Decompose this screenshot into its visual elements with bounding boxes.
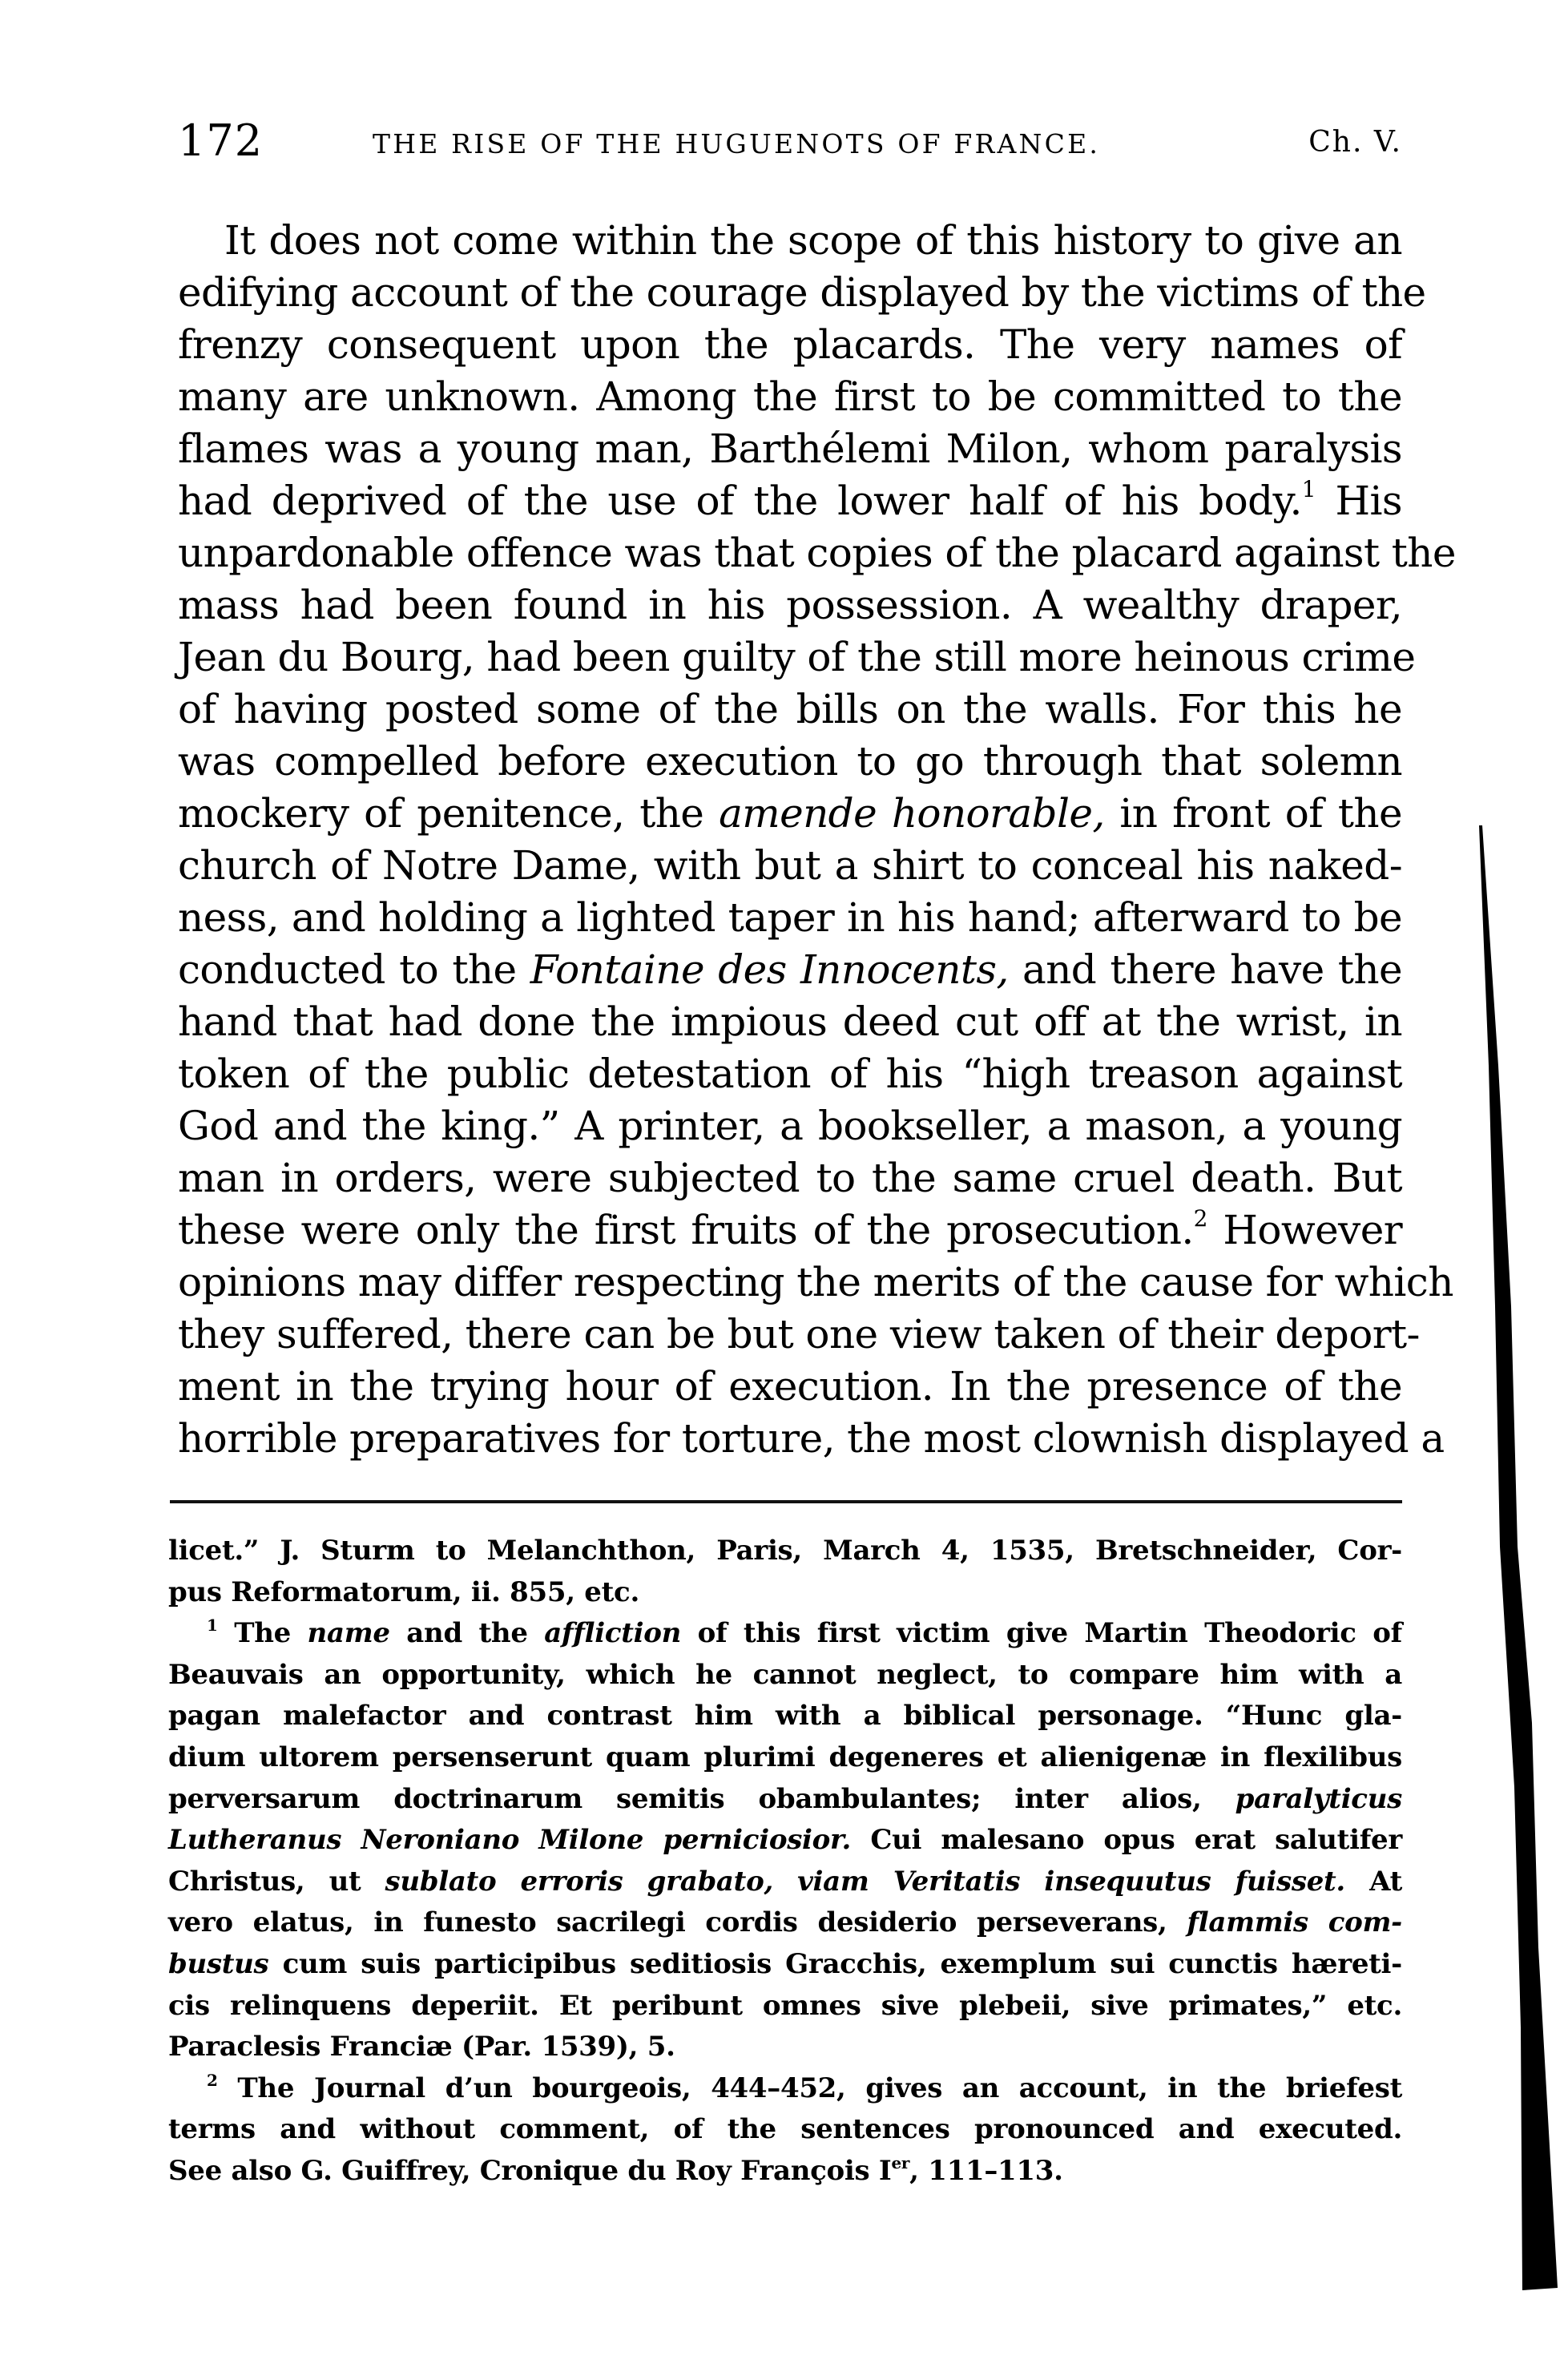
body-line: of having posted some of the bills on the walls. For this he xyxy=(178,686,1402,732)
body-line xyxy=(178,944,1402,996)
running-head xyxy=(178,117,1402,165)
body-line xyxy=(178,475,1402,527)
footnote-1-line: cis relinquens deperiit. Et peribunt omnes sive plebeii, sive primates,” etc. xyxy=(168,1989,1402,2022)
body-text-segment: and there have the xyxy=(1022,946,1402,993)
body-text-segment: these were only the first fruits of the prosecution. xyxy=(178,1207,1194,1253)
footnote-text: Christus, ut xyxy=(168,1865,361,1898)
body-line: God and the king.” A printer, a bookseller, a mason, a young xyxy=(178,1103,1402,1149)
body-line: opinions may differ respecting the merits of the cause for which xyxy=(178,1259,1453,1305)
footnote-2-line: terms and without comment, of the sentences pronounced and executed. xyxy=(168,2113,1402,2146)
body-text-segment: in front of the xyxy=(1119,790,1402,837)
italic-phrase: flammis com- xyxy=(1187,1906,1402,1939)
footnote-ref-1[interactable]: 1 xyxy=(1301,476,1316,502)
body-text-segment: mockery of penitence, the xyxy=(178,790,704,837)
footnote-text: , 111–113. xyxy=(909,2154,1063,2187)
book-title: THE RISE OF THE HUGUENOTS OF FRANCE. xyxy=(373,128,1101,159)
body-line: edifying account of the courage displayed by the victims of the xyxy=(178,269,1426,316)
footnote-1-line xyxy=(168,1613,1402,1655)
footnote-text: cum suis participibus seditiosis Gracchis, exemplum sui cunctis hæreti- xyxy=(282,1947,1402,1980)
footnote-2-marker: 2 xyxy=(207,2070,218,2090)
footnote-text: The Journal d’un bourgeois, 444–452, gives an account, in the briefest xyxy=(237,2071,1402,2104)
body-text-segment: His xyxy=(1335,478,1402,524)
footnote-text: See also G. Guiffrey, Cronique du Roy François I xyxy=(168,2154,892,2187)
body-line: frenzy consequent upon the placards. The very names of xyxy=(178,321,1402,368)
body-line: ment in the trying hour of execution. In the presence of the xyxy=(178,1363,1402,1410)
body-paragraph xyxy=(178,215,1456,1465)
footnote-1-line: Beauvais an opportunity, which he cannot neglect, to compare him with a xyxy=(168,1658,1402,1691)
body-line xyxy=(178,788,1402,840)
page-number: 172 xyxy=(178,115,264,166)
footnote-2-line xyxy=(168,2151,1402,2192)
body-line: man in orders, were subjected to the same cruel death. But xyxy=(178,1155,1402,1201)
body-line: hand that had done the impious deed cut off at the wrist, in xyxy=(178,998,1402,1045)
body-line: horrible preparatives for torture, the most clownish displayed a xyxy=(178,1415,1445,1462)
body-text-segment: However xyxy=(1223,1207,1402,1253)
footnote-1-line xyxy=(168,1862,1402,1903)
footnote-ref-2[interactable]: 2 xyxy=(1193,1205,1207,1232)
footnote-continued-line: licet.” J. Sturm to Melanchthon, Paris, March 4, 1535, Bretschneider, Cor- xyxy=(168,1535,1402,1567)
footnote-text: Cui malesano opus erat salutifer xyxy=(870,1824,1402,1857)
footnote-1-line xyxy=(168,1820,1402,1862)
footnote-text: of this first victim give Martin Theodoric of xyxy=(697,1617,1402,1650)
body-line: It does not come within the scope of this history to give an xyxy=(224,217,1402,264)
footnote-1-line xyxy=(168,1902,1402,1944)
body-line: unpardonable offence was that copies of the placard against the xyxy=(178,530,1456,576)
italic-word: affliction xyxy=(544,1617,682,1650)
footnote-1-line xyxy=(168,1779,1402,1821)
body-line: flames was a young man, Barthélemi Milon, whom paralysis xyxy=(178,426,1402,472)
footnote-1-line: pagan malefactor and contrast him with a biblical personage. “Hunc gla- xyxy=(168,1700,1402,1733)
footnote-1-line xyxy=(168,1944,1402,1986)
body-text-segment: had deprived of the use of the lower half of his body. xyxy=(178,478,1302,524)
footnote-1-marker: 1 xyxy=(207,1616,218,1636)
footnote-text: At xyxy=(1369,1865,1402,1898)
italic-phrase: Fontaine des Innocents, xyxy=(530,946,1009,993)
body-line: was compelled before execution to go through that solemn xyxy=(178,738,1402,785)
italic-phrase: Lutheranus Neroniano Milone perniciosior. xyxy=(168,1824,852,1857)
footnote-1-line: dium ultorem persenserunt quam plurimi degeneres et alienigenæ in flexilibus xyxy=(168,1741,1402,1773)
chapter-label: Ch. V. xyxy=(1308,126,1402,159)
footnote-text: vero elatus, in funesto sacrilegi cordis desiderio perseverans, xyxy=(168,1906,1167,1939)
scan-binding-shadow xyxy=(1474,825,1568,2292)
body-line: Jean du Bourg, had been guilty of the still more heinous crime xyxy=(178,634,1416,680)
body-line: ness, and holding a lighted taper in his hand; afterward to be xyxy=(178,894,1402,941)
italic-phrase: amende honorable, xyxy=(719,790,1105,837)
footnotes xyxy=(168,1531,1402,2192)
footnote-text: and the xyxy=(406,1617,528,1650)
body-line: church of Notre Dame, with but a shirt to conceal his naked- xyxy=(178,842,1402,889)
footnote-continued-line: pus Reformatorum, ii. 855, etc. xyxy=(168,1575,639,1608)
body-line xyxy=(178,1204,1402,1257)
footnote-1-line: Paraclesis Franciæ (Par. 1539), 5. xyxy=(168,2031,675,2063)
footnote-text: The xyxy=(234,1617,291,1650)
body-text-segment: conducted to the xyxy=(178,946,517,993)
italic-word: bustus xyxy=(168,1947,269,1980)
superscript-er: er xyxy=(891,2152,910,2172)
italic-word: name xyxy=(307,1617,390,1650)
body-line: mass had been found in his possession. A wealthy draper, xyxy=(178,582,1402,628)
italic-phrase: paralyticus xyxy=(1235,1782,1402,1815)
body-line: token of the public detestation of his “high treason against xyxy=(178,1051,1402,1097)
body-line: many are unknown. Among the first to be committed to the xyxy=(178,373,1402,420)
footnote-separator-rule xyxy=(170,1500,1402,1503)
body-line: they suffered, there can be but one view taken of their deport- xyxy=(178,1311,1420,1357)
footnote-2-line xyxy=(168,2068,1402,2110)
italic-phrase: sublato erroris grabato, viam Veritatis insequutus fuisset. xyxy=(385,1865,1345,1898)
footnote-text: perversarum doctrinarum semitis obambulantes; inter alios, xyxy=(168,1782,1202,1815)
